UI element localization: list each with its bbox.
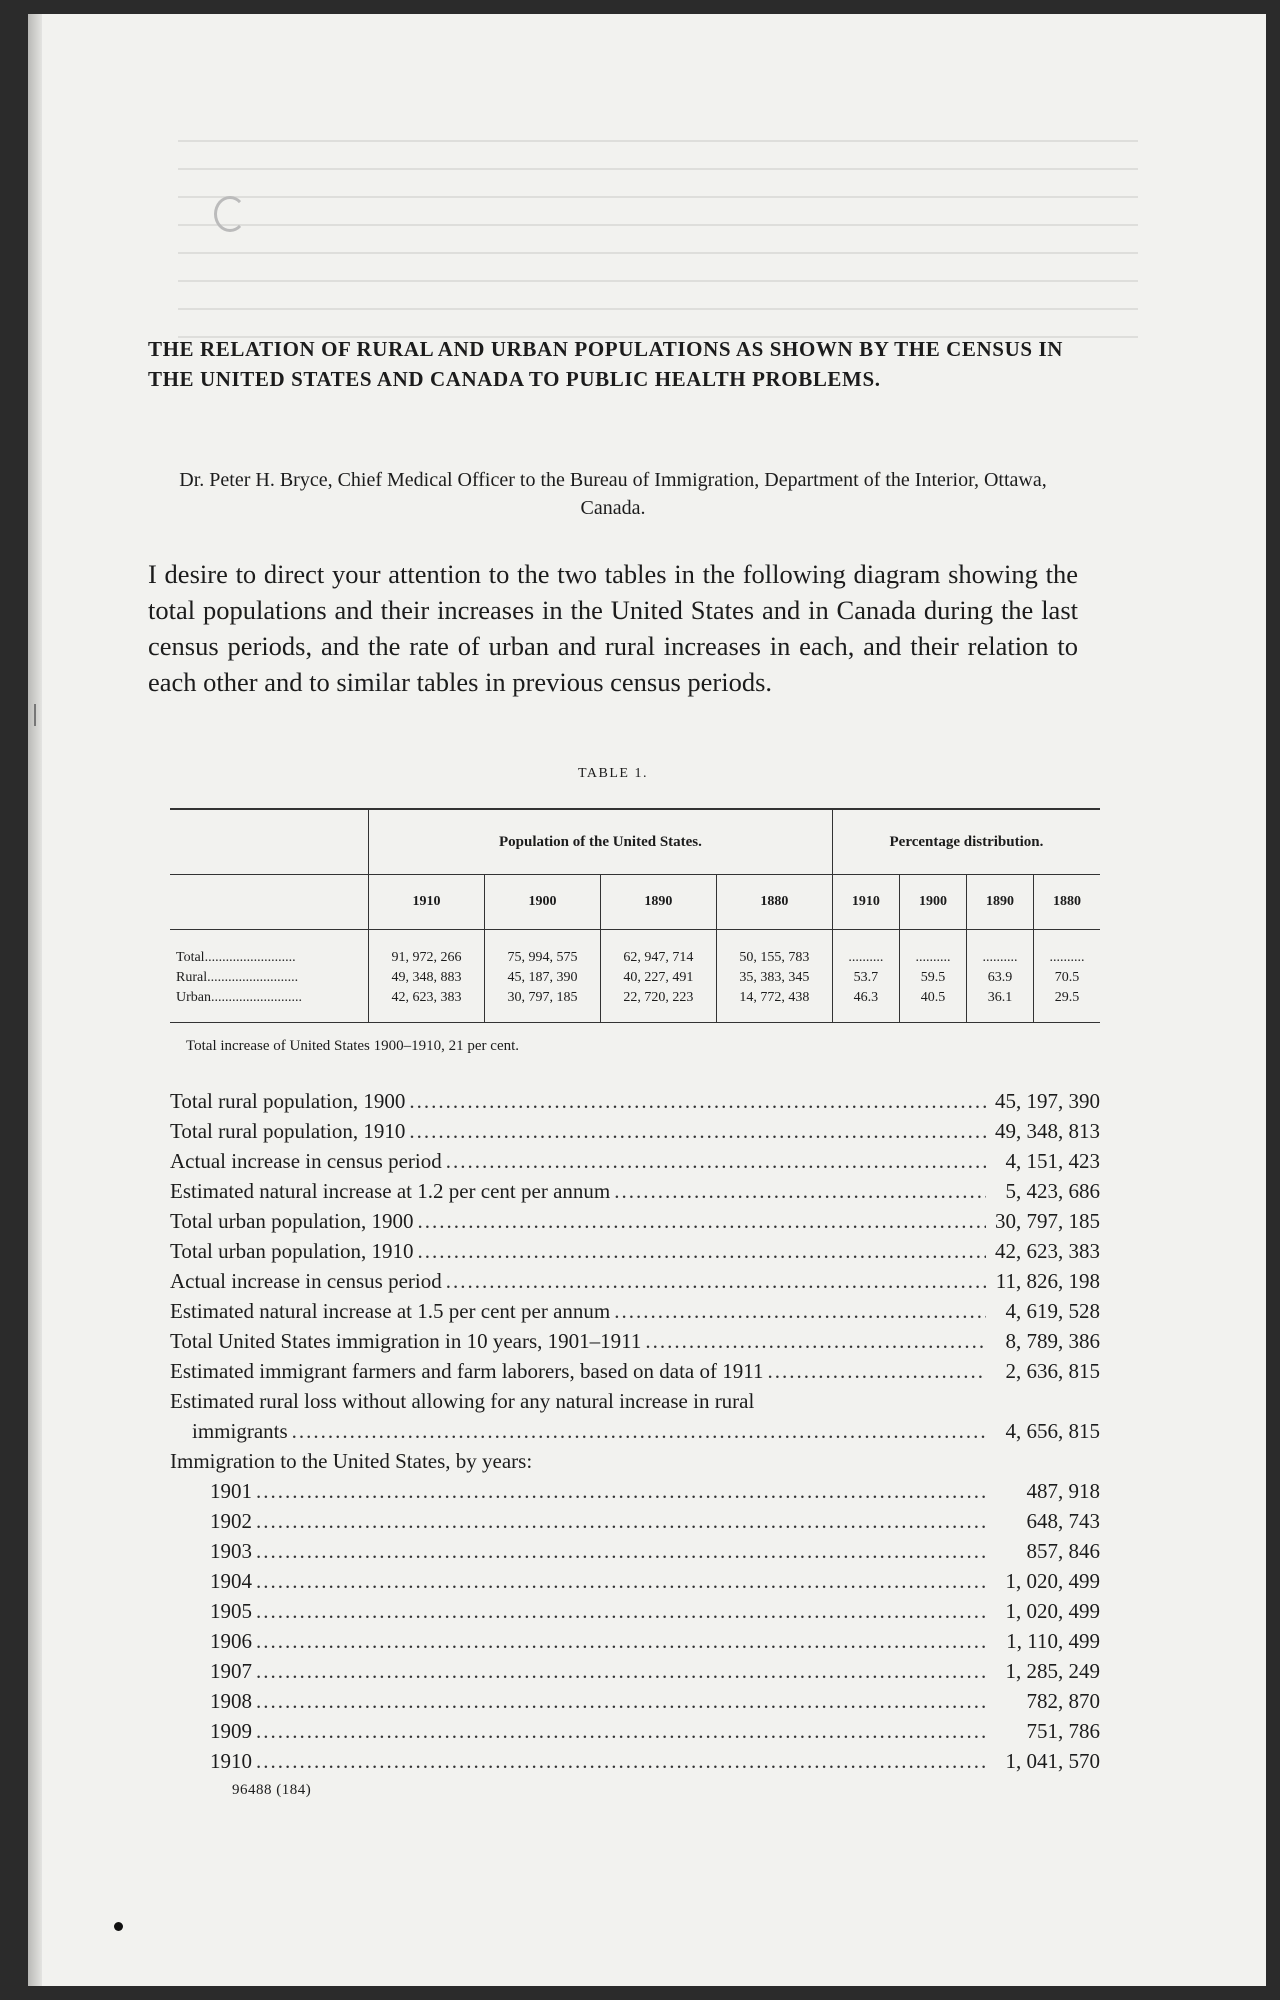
intro-paragraph: I desire to direct your attention to the two tables in the following diagram showing the total populations and their increases in the United States and in Canada during the last census periods, and the rate of urban and rural increases in each, and their relation to each other and to similar tables in previous census periods. [148, 559, 1078, 697]
pct-year-header: 1900 [899, 875, 966, 930]
list-item: 1903 ..... 857, 846 [170, 1536, 1100, 1566]
table-cell: 29.5 [1034, 988, 1100, 1023]
table-cell: .......... [832, 930, 899, 969]
year-header: 1880 [716, 875, 832, 930]
table-cell: 42, 623, 383 [369, 988, 485, 1023]
year-header: 1900 [484, 875, 600, 930]
row-label: Total.......................... [176, 950, 296, 965]
year-header: 1890 [600, 875, 716, 930]
pct-year-header: 1910 [832, 875, 899, 930]
table-cell: 62, 947, 714 [600, 930, 716, 969]
list-item: 1907 ..... 1, 285, 249 [170, 1656, 1100, 1686]
list-item: 1905 ..... 1, 020, 499 [170, 1596, 1100, 1626]
pct-year-header: 1890 [967, 875, 1034, 930]
list-item: Total urban population, 1900 ..... 30, 797, 185 [170, 1206, 1100, 1236]
paper-blemish [214, 196, 246, 232]
author-byline: Dr. Peter H. Bryce, Chief Medical Officer to the Bureau of Immigration, Department of the Interior, Ottawa, Canada. [179, 469, 1047, 519]
table-row [170, 930, 1100, 969]
list-item: 1910 ..... 1, 041, 570 [170, 1746, 1100, 1776]
statistics-list [170, 1086, 1100, 1776]
page-footer: 96488 (184) [232, 1782, 312, 1798]
table-cell: 40, 227, 491 [600, 968, 716, 988]
row-label: Urban.......................... [176, 990, 302, 1005]
table-cell: 40.5 [899, 988, 966, 1023]
table-cell: 63.9 [967, 968, 1034, 988]
table-cell: 46.3 [832, 988, 899, 1023]
table-cell: 35, 383, 345 [716, 968, 832, 988]
rural-loss-line1: Estimated rural loss without allowing for any natural increase in rural [170, 1389, 755, 1413]
table-row [170, 968, 1100, 988]
list-item: 1909 ..... 751, 786 [170, 1716, 1100, 1746]
population-group-header: Population of the United States. [369, 809, 833, 875]
table-cell: 22, 720, 223 [600, 988, 716, 1023]
pct-year-header: 1880 [1034, 875, 1100, 930]
table-cell: .......... [899, 930, 966, 969]
list-item: immigrants ..... 4, 656, 815 [170, 1416, 1100, 1446]
immigration-heading: Immigration to the United States, by years: [170, 1449, 533, 1473]
list-item: Total United States immigration in 10 years, 1901–1911 ..... 8, 789, 386 [170, 1326, 1100, 1356]
table-cell: 36.1 [967, 988, 1034, 1023]
table-cell: 49, 348, 883 [369, 968, 485, 988]
list-item: Estimated natural increase at 1.2 per cent per annum ..... 5, 423, 686 [170, 1176, 1100, 1206]
article-title: THE RELATION OF RURAL AND URBAN POPULATIONS AS SHOWN BY THE CENSUS IN THE UNITED STATES AND CANADA TO PUBLIC HEALTH PROBLEMS. [148, 337, 1064, 391]
year-header: 1910 [369, 875, 485, 930]
table-cell: 91, 972, 266 [369, 930, 485, 969]
row-label-header [170, 809, 369, 875]
list-item: Actual increase in census period ..... 11, 826, 198 [170, 1266, 1100, 1296]
percentage-group-header: Percentage distribution. [832, 809, 1100, 875]
table-caption: TABLE 1. [578, 766, 648, 781]
table-cell: 70.5 [1034, 968, 1100, 988]
list-item: Actual increase in census period ..... 4, 151, 423 [170, 1146, 1100, 1176]
bleed-through-text [178, 114, 1138, 364]
table-cell: 14, 772, 438 [716, 988, 832, 1023]
binding-mark [34, 704, 42, 726]
binding-edge [28, 14, 42, 1986]
list-item: 1906 ..... 1, 110, 499 [170, 1626, 1100, 1656]
table-cell: 50, 155, 783 [716, 930, 832, 969]
list-item: Total rural population, 1910 ..... 49, 348, 813 [170, 1116, 1100, 1146]
table-cell: 59.5 [899, 968, 966, 988]
list-item: 1904 ..... 1, 020, 499 [170, 1566, 1100, 1596]
table-cell: .......... [1034, 930, 1100, 969]
list-item: Estimated immigrant farmers and farm laborers, based on data of 1911 ..... 2, 636, 815 [170, 1356, 1100, 1386]
census-table [170, 808, 1100, 1023]
table-row [170, 988, 1100, 1023]
table-cell: 45, 187, 390 [484, 968, 600, 988]
table-cell: .......... [967, 930, 1034, 969]
table-cell: 53.7 [832, 968, 899, 988]
list-item: Total rural population, 1900 ..... 45, 197, 390 [170, 1086, 1100, 1116]
row-label: Rural.......................... [176, 970, 299, 985]
list-item: Total urban population, 1910 ..... 42, 623, 383 [170, 1236, 1100, 1266]
table-footnote: Total increase of United States 1900–1910, 21 per cent. [186, 1038, 520, 1054]
list-item: 1901 ..... 487, 918 [170, 1476, 1100, 1506]
table-cell: 30, 797, 185 [484, 988, 600, 1023]
ink-spot [114, 1922, 123, 1931]
table-cell: 75, 994, 575 [484, 930, 600, 969]
list-item: Estimated natural increase at 1.5 per cent per annum ..... 4, 619, 528 [170, 1296, 1100, 1326]
list-item: 1902 ..... 648, 743 [170, 1506, 1100, 1536]
list-item: 1908 ..... 782, 870 [170, 1686, 1100, 1716]
